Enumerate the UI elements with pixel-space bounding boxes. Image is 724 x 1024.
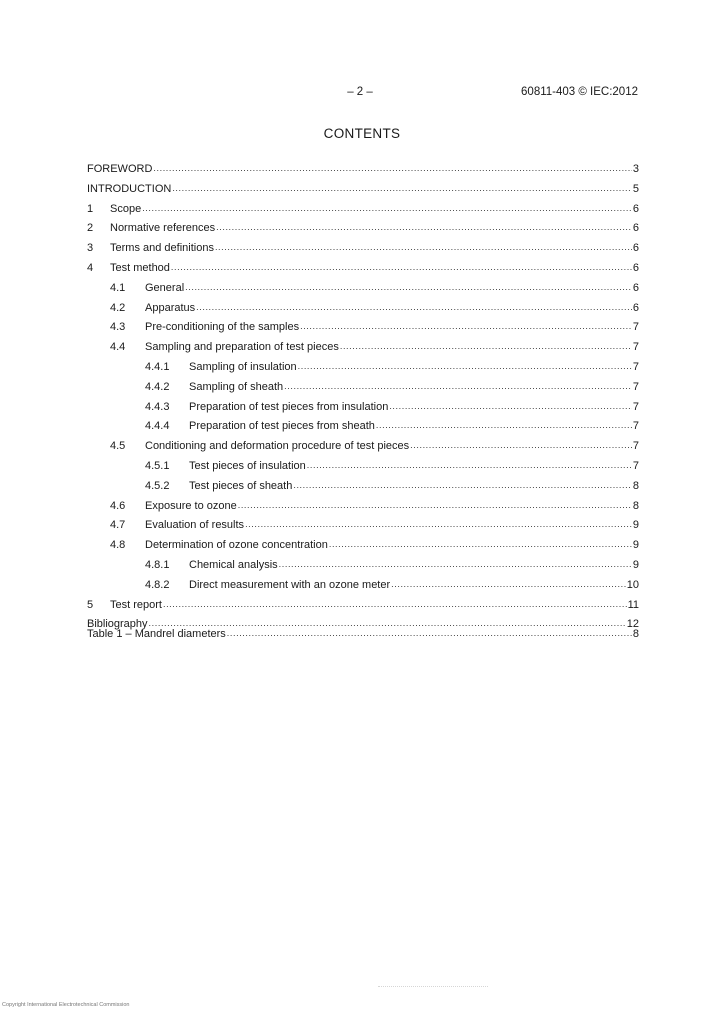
toc-entry[interactable] — [87, 242, 639, 262]
toc-entry[interactable] — [87, 183, 639, 203]
toc-entry-page: 6 — [632, 261, 639, 274]
toc-entry-page: 7 — [632, 380, 639, 393]
page-header-number: – 2 – — [347, 86, 373, 98]
toc-entry-page: 5 — [632, 182, 639, 195]
toc-dot-leader — [391, 578, 626, 590]
toc-entry[interactable] — [87, 519, 639, 539]
toc-entry-number: 4.7 — [110, 519, 126, 532]
toc-entry[interactable] — [87, 361, 639, 381]
toc-entry-number: 1 — [87, 202, 94, 215]
toc-entry-number: 4.8 — [110, 539, 126, 552]
contents-title: CONTENTS — [323, 126, 401, 141]
table-list-entry[interactable] — [87, 628, 639, 648]
toc-dot-leader — [215, 241, 632, 253]
toc-dot-leader — [329, 538, 632, 550]
toc-entry-number: 4.6 — [110, 499, 126, 512]
toc-entry[interactable] — [87, 559, 639, 579]
toc-entry-title: Test pieces of sheath — [189, 479, 293, 492]
toc-entry-number: 4.2 — [110, 301, 126, 314]
toc-entry-number: 4.5 — [110, 440, 126, 453]
toc-entry-page: 9 — [632, 519, 639, 532]
toc-entry[interactable] — [87, 341, 639, 361]
toc-entry-title: Chemical analysis — [189, 558, 278, 571]
toc-dot-leader — [216, 221, 632, 233]
toc-dot-leader — [300, 320, 632, 332]
toc-entry-page: 8 — [632, 479, 639, 492]
toc-dot-leader — [238, 499, 632, 511]
toc-dot-leader — [307, 459, 632, 471]
toc-dot-leader — [284, 380, 632, 392]
toc-dot-leader — [340, 340, 632, 352]
toc-entry-title: Apparatus — [145, 301, 196, 314]
toc-entry-title: Test report — [110, 598, 162, 611]
toc-entry-page: 12 — [626, 618, 639, 631]
toc-entry-title: Evaluation of results — [145, 519, 245, 532]
toc-entry-page: 7 — [632, 360, 639, 373]
toc-entry[interactable] — [87, 401, 639, 421]
page-header-doc-ref: 60811-403 © IEC:2012 — [521, 86, 638, 98]
toc-dot-leader — [376, 419, 632, 431]
toc-entry-page: 11 — [627, 598, 639, 611]
toc-entry-title: Sampling and preparation of test pieces — [145, 341, 339, 354]
toc-entry-page: 9 — [632, 558, 639, 571]
toc-entry-page: 3 — [632, 163, 639, 175]
toc-entry-number: 5 — [87, 598, 94, 611]
toc-dot-leader — [389, 400, 632, 412]
toc-entry-page: 7 — [632, 321, 639, 334]
toc-entry-title: Conditioning and deformation procedure of test pieces — [145, 440, 410, 453]
toc-entry-title: Sampling of insulation — [189, 360, 297, 373]
toc-entry-number: 3 — [87, 242, 94, 255]
toc-dot-leader — [153, 162, 631, 174]
toc-dot-leader — [227, 627, 632, 639]
toc-dot-leader — [293, 479, 632, 491]
toc-dot-leader — [298, 360, 632, 372]
toc-entry[interactable] — [87, 579, 639, 599]
toc-entry-page: 7 — [632, 420, 639, 433]
toc-entry-page: 6 — [632, 281, 639, 294]
toc-entry-title: Preparation of test pieces from insulation — [189, 400, 389, 413]
toc-entry-page: 6 — [632, 222, 639, 235]
toc-entry-number: 4.4.3 — [145, 400, 170, 413]
toc-entry[interactable] — [87, 203, 639, 223]
toc-entry-title: Determination of ozone concentration — [145, 539, 328, 552]
toc-entry[interactable] — [87, 460, 639, 480]
toc-entry-page: 9 — [632, 539, 639, 552]
toc-dot-leader — [410, 439, 632, 451]
toc-entry[interactable] — [87, 599, 639, 619]
toc-entry-title: Exposure to ozone — [145, 499, 237, 512]
toc-entry[interactable] — [87, 282, 639, 302]
toc-entry-title: Direct measurement with an ozone meter — [189, 578, 391, 591]
list-of-tables — [87, 628, 639, 648]
toc-entry-title: Test pieces of insulation — [189, 459, 306, 472]
toc-entry-title: INTRODUCTION — [87, 182, 172, 195]
toc-entry-number: 4 — [87, 261, 94, 274]
toc-entry-number: 4.4 — [110, 341, 126, 354]
toc-entry-page: 6 — [632, 242, 639, 255]
toc-entry[interactable] — [87, 440, 639, 460]
toc-entry-title: Table 1 – Mandrel diameters — [87, 628, 226, 640]
toc-entry-number: 4.8.2 — [145, 578, 170, 591]
toc-entry-number: 4.4.2 — [145, 380, 170, 393]
toc-entry-number: 4.4.4 — [145, 420, 170, 433]
toc-entry-title: Sampling of sheath — [189, 380, 284, 393]
toc-entry-title: Bibliography — [87, 618, 148, 631]
toc-entry-page: 8 — [632, 499, 639, 512]
toc-entry[interactable] — [87, 381, 639, 401]
toc-entry-page: 6 — [632, 301, 639, 314]
toc-entry-title: General — [145, 281, 185, 294]
toc-entry[interactable] — [87, 500, 639, 520]
toc-entry-title: FOREWORD — [87, 163, 153, 175]
toc-entry-page: 7 — [632, 440, 639, 453]
toc-entry-title: Test method — [110, 261, 170, 274]
toc-entry-page: 10 — [626, 578, 639, 591]
toc-entry[interactable] — [87, 163, 639, 183]
toc-dot-leader — [196, 301, 632, 313]
toc-entry-title: Preparation of test pieces from sheath — [189, 420, 375, 433]
toc-entry-title: Normative references — [110, 222, 216, 235]
toc-entry-page: 7 — [632, 400, 639, 413]
toc-entry-title: Terms and definitions — [110, 242, 214, 255]
toc-dot-leader — [163, 598, 627, 610]
toc-entry[interactable] — [87, 262, 639, 282]
toc-dot-leader — [245, 518, 632, 530]
toc-dot-leader — [172, 182, 632, 194]
toc-entry[interactable] — [87, 222, 639, 242]
toc-entry-number: 4.5.1 — [145, 459, 170, 472]
toc-dot-leader — [185, 281, 632, 293]
toc-entry-number: 4.1 — [110, 281, 126, 294]
toc-entry-page: 8 — [632, 628, 639, 640]
toc-entry[interactable] — [87, 321, 639, 341]
toc-entry-number: 4.3 — [110, 321, 126, 334]
toc-dot-leader — [279, 558, 632, 570]
toc-entry[interactable] — [87, 539, 639, 559]
toc-entry-number: 4.5.2 — [145, 479, 170, 492]
toc-entry-page: 7 — [632, 459, 639, 472]
toc-dot-leader — [171, 261, 632, 273]
table-of-contents — [87, 163, 639, 638]
toc-entry-page: 6 — [632, 202, 639, 215]
toc-entry[interactable] — [87, 420, 639, 440]
toc-entry-title: Scope — [110, 202, 142, 215]
faint-scan-mark — [378, 986, 488, 988]
toc-entry-number: 4.4.1 — [145, 360, 170, 373]
toc-entry-number: 2 — [87, 222, 94, 235]
toc-entry[interactable] — [87, 302, 639, 322]
toc-dot-leader — [142, 202, 632, 214]
toc-entry[interactable] — [87, 480, 639, 500]
toc-entry-number: 4.8.1 — [145, 558, 170, 571]
copyright-notice: Copyright International Electrotechnical Commission — [2, 1002, 130, 1008]
toc-entry-title: Pre-conditioning of the samples — [145, 321, 300, 334]
toc-entry-page: 7 — [632, 341, 639, 354]
